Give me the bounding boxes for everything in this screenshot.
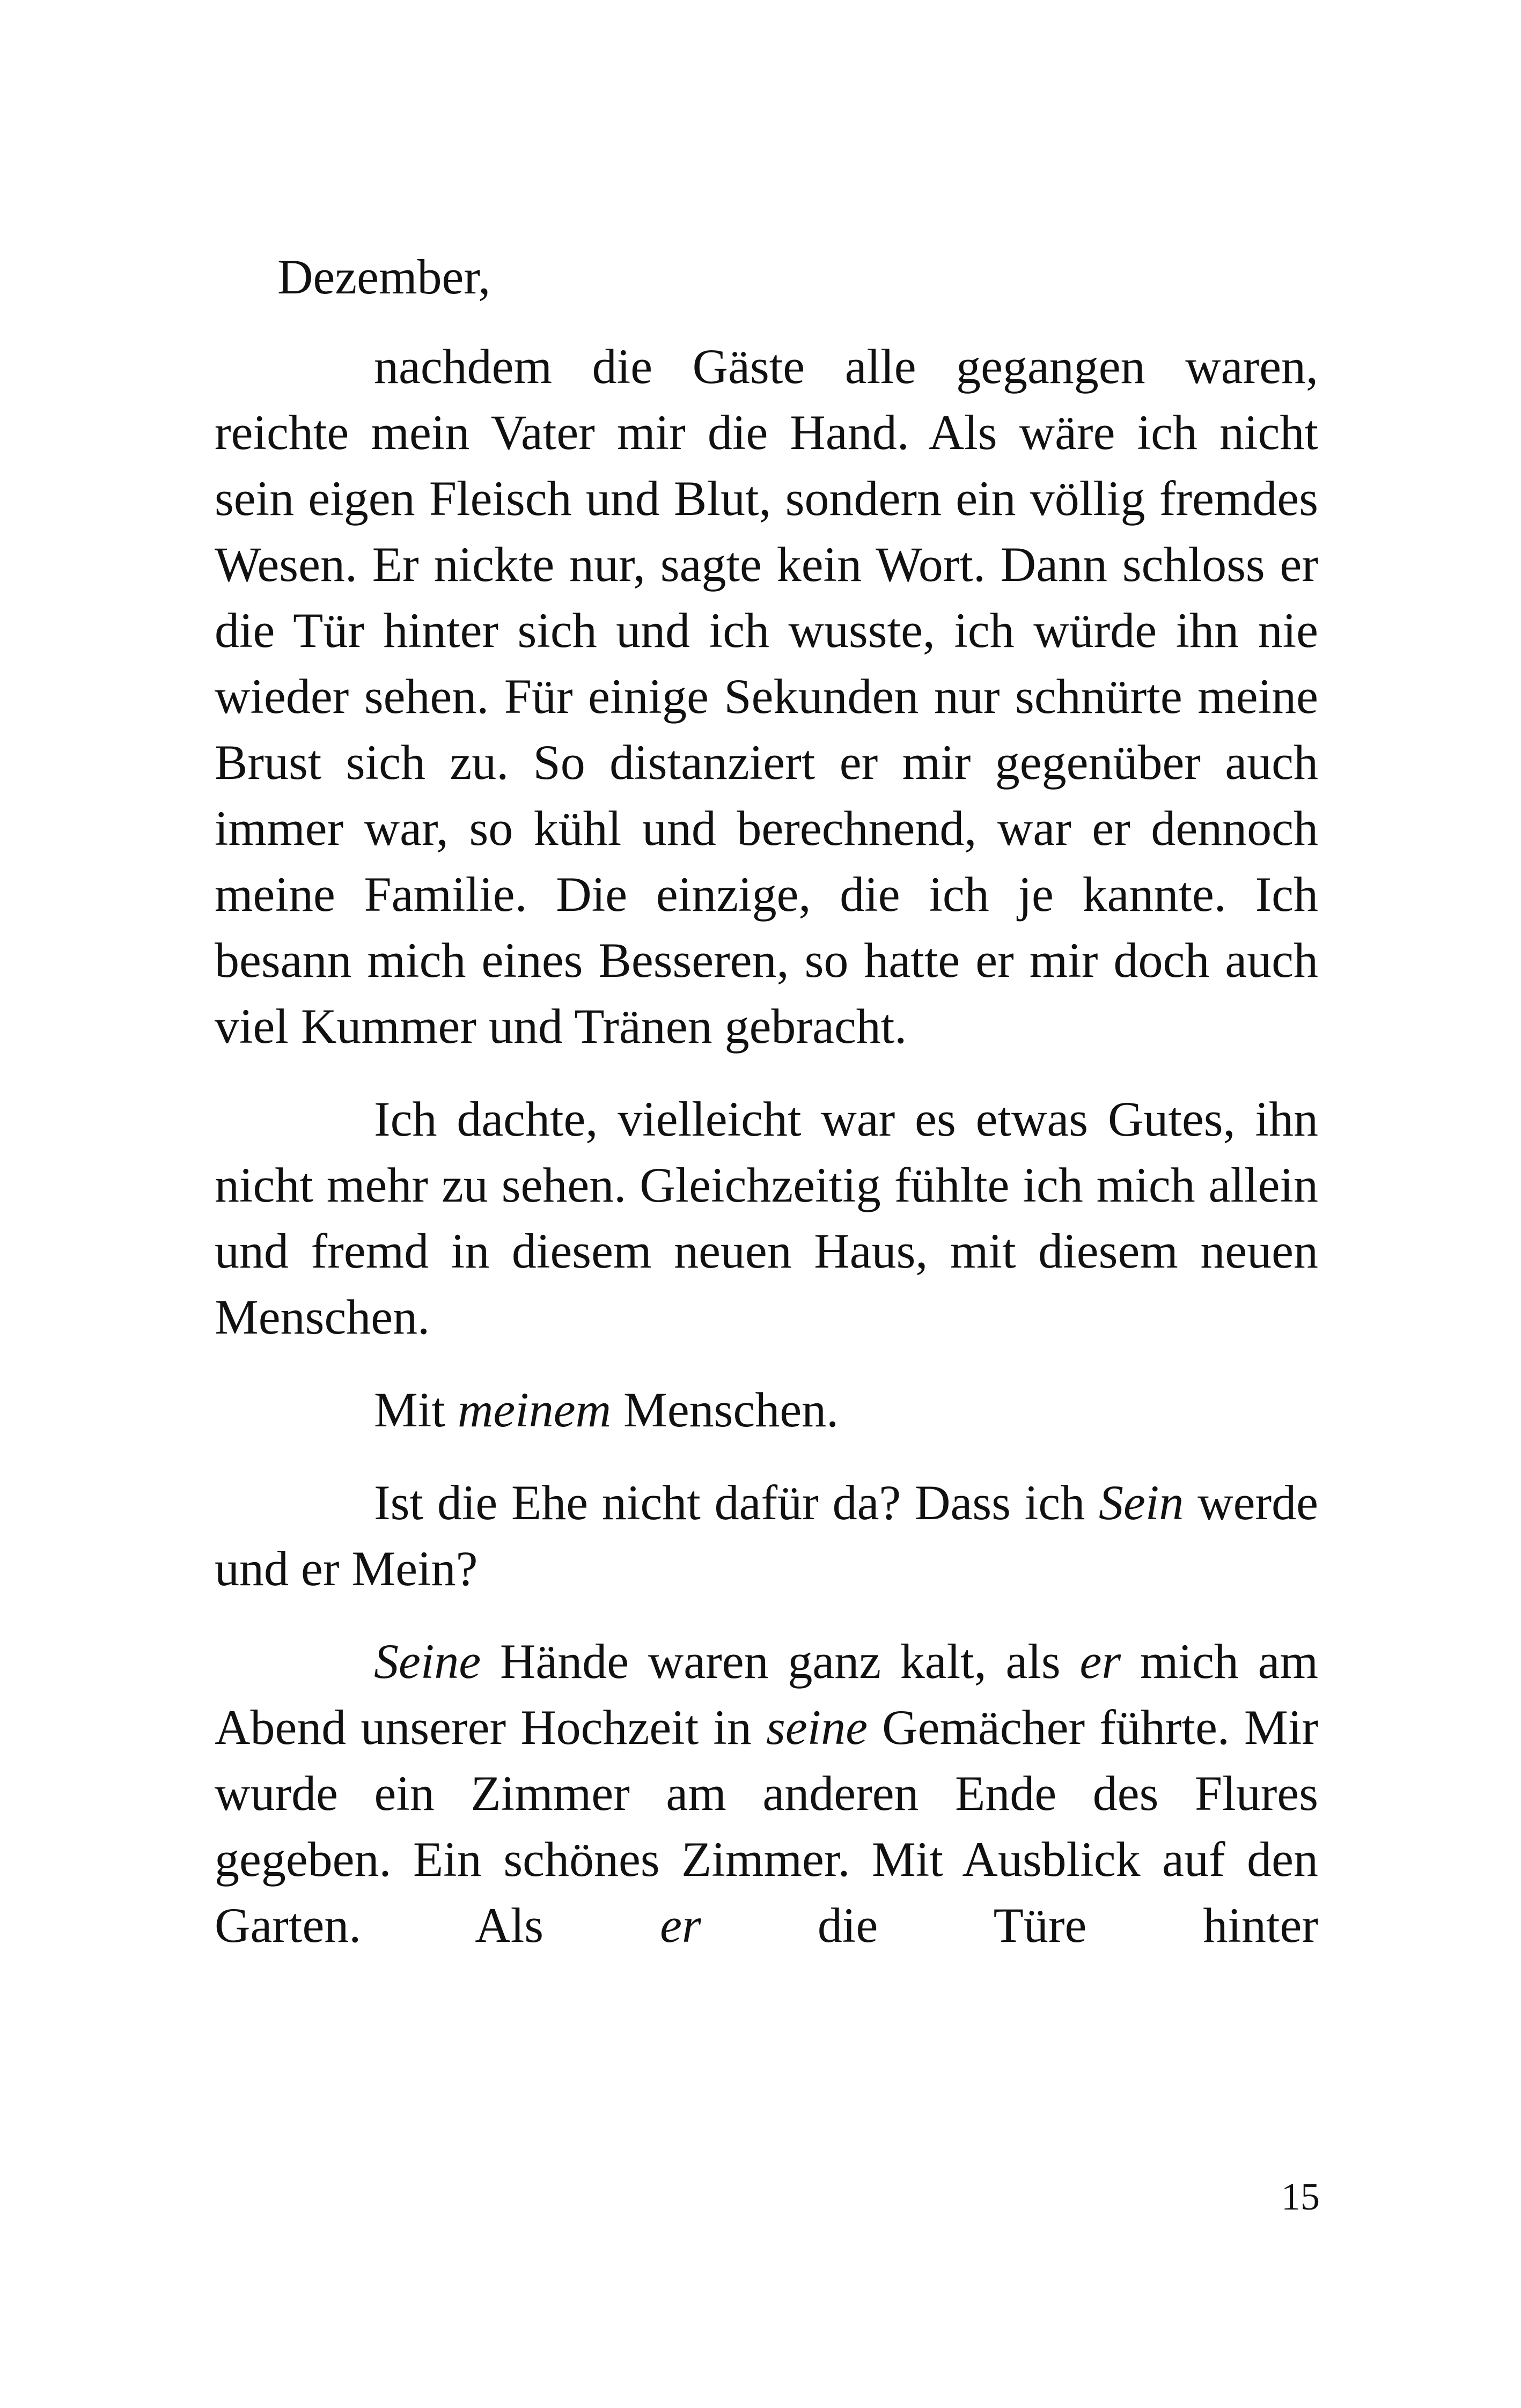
text-run: Ist die Ehe nicht dafür da? Dass ich xyxy=(374,1475,1099,1530)
text-run: Gemächer führte. Mir wurde ein Zimmer am anderen Ende des Flures gegeben. Ein schönes Zimmer. Mit Ausblick auf den Garten. Als xyxy=(215,1700,1319,1953)
italic-text-run: Seine xyxy=(374,1634,481,1689)
text-run: Mit xyxy=(374,1382,458,1437)
text-run: Menschen. xyxy=(611,1382,839,1437)
italic-text-run: meinem xyxy=(457,1382,612,1437)
text-run: werde und er Mein? xyxy=(215,1475,1318,1596)
italic-text-run: Sein xyxy=(1099,1475,1184,1530)
paragraph xyxy=(215,1629,1318,1958)
text-run: die Türe hinter xyxy=(701,1898,1319,1953)
italic-text-run: er xyxy=(1079,1634,1121,1689)
text-run: mich am Abend unserer Hochzeit in xyxy=(215,1634,1318,1755)
text-run: Ich dachte, vielleicht war es etwas Gutes, ihn nicht mehr zu sehen. Gleichzeitig fühlte ich mich allein und fremd in diesem neuen Haus, mit diesem neuen Menschen. xyxy=(215,1092,1318,1344)
paragraph xyxy=(215,334,1318,1059)
text-run: Hände waren ganz kalt, als xyxy=(481,1634,1080,1689)
paragraphs xyxy=(215,334,1318,1958)
paragraph xyxy=(215,1086,1318,1350)
paragraph xyxy=(215,1470,1318,1602)
page-number: 15 xyxy=(1281,2175,1320,2218)
body-text xyxy=(215,244,1318,1958)
text-run: nachdem die Gäste alle gegangen waren, reichte mein Vater mir die Hand. Als wäre ich nicht sein eigen Fleisch und Blut, sondern ein völlig fremdes Wesen. Er nickte nur, sagte kein Wort. Dann schloss er die Tür hinter sich und ich wusste, ich würde ihn nie wieder sehen. Für einige Sekunden nur schnürte meine Brust sich zu. So distanziert er mir gegenüber auch immer war, so kühl und berechnend, war er dennoch meine Familie. Die einzige, die ich je kannte. Ich besann mich eines Besseren, so hatte er mir doch auch viel Kummer und Tränen gebracht. xyxy=(215,339,1318,1054)
italic-text-run: seine xyxy=(766,1700,868,1755)
paragraph xyxy=(215,1377,1318,1443)
date-line: Dezember, xyxy=(277,249,491,304)
italic-text-run: er xyxy=(660,1898,701,1953)
